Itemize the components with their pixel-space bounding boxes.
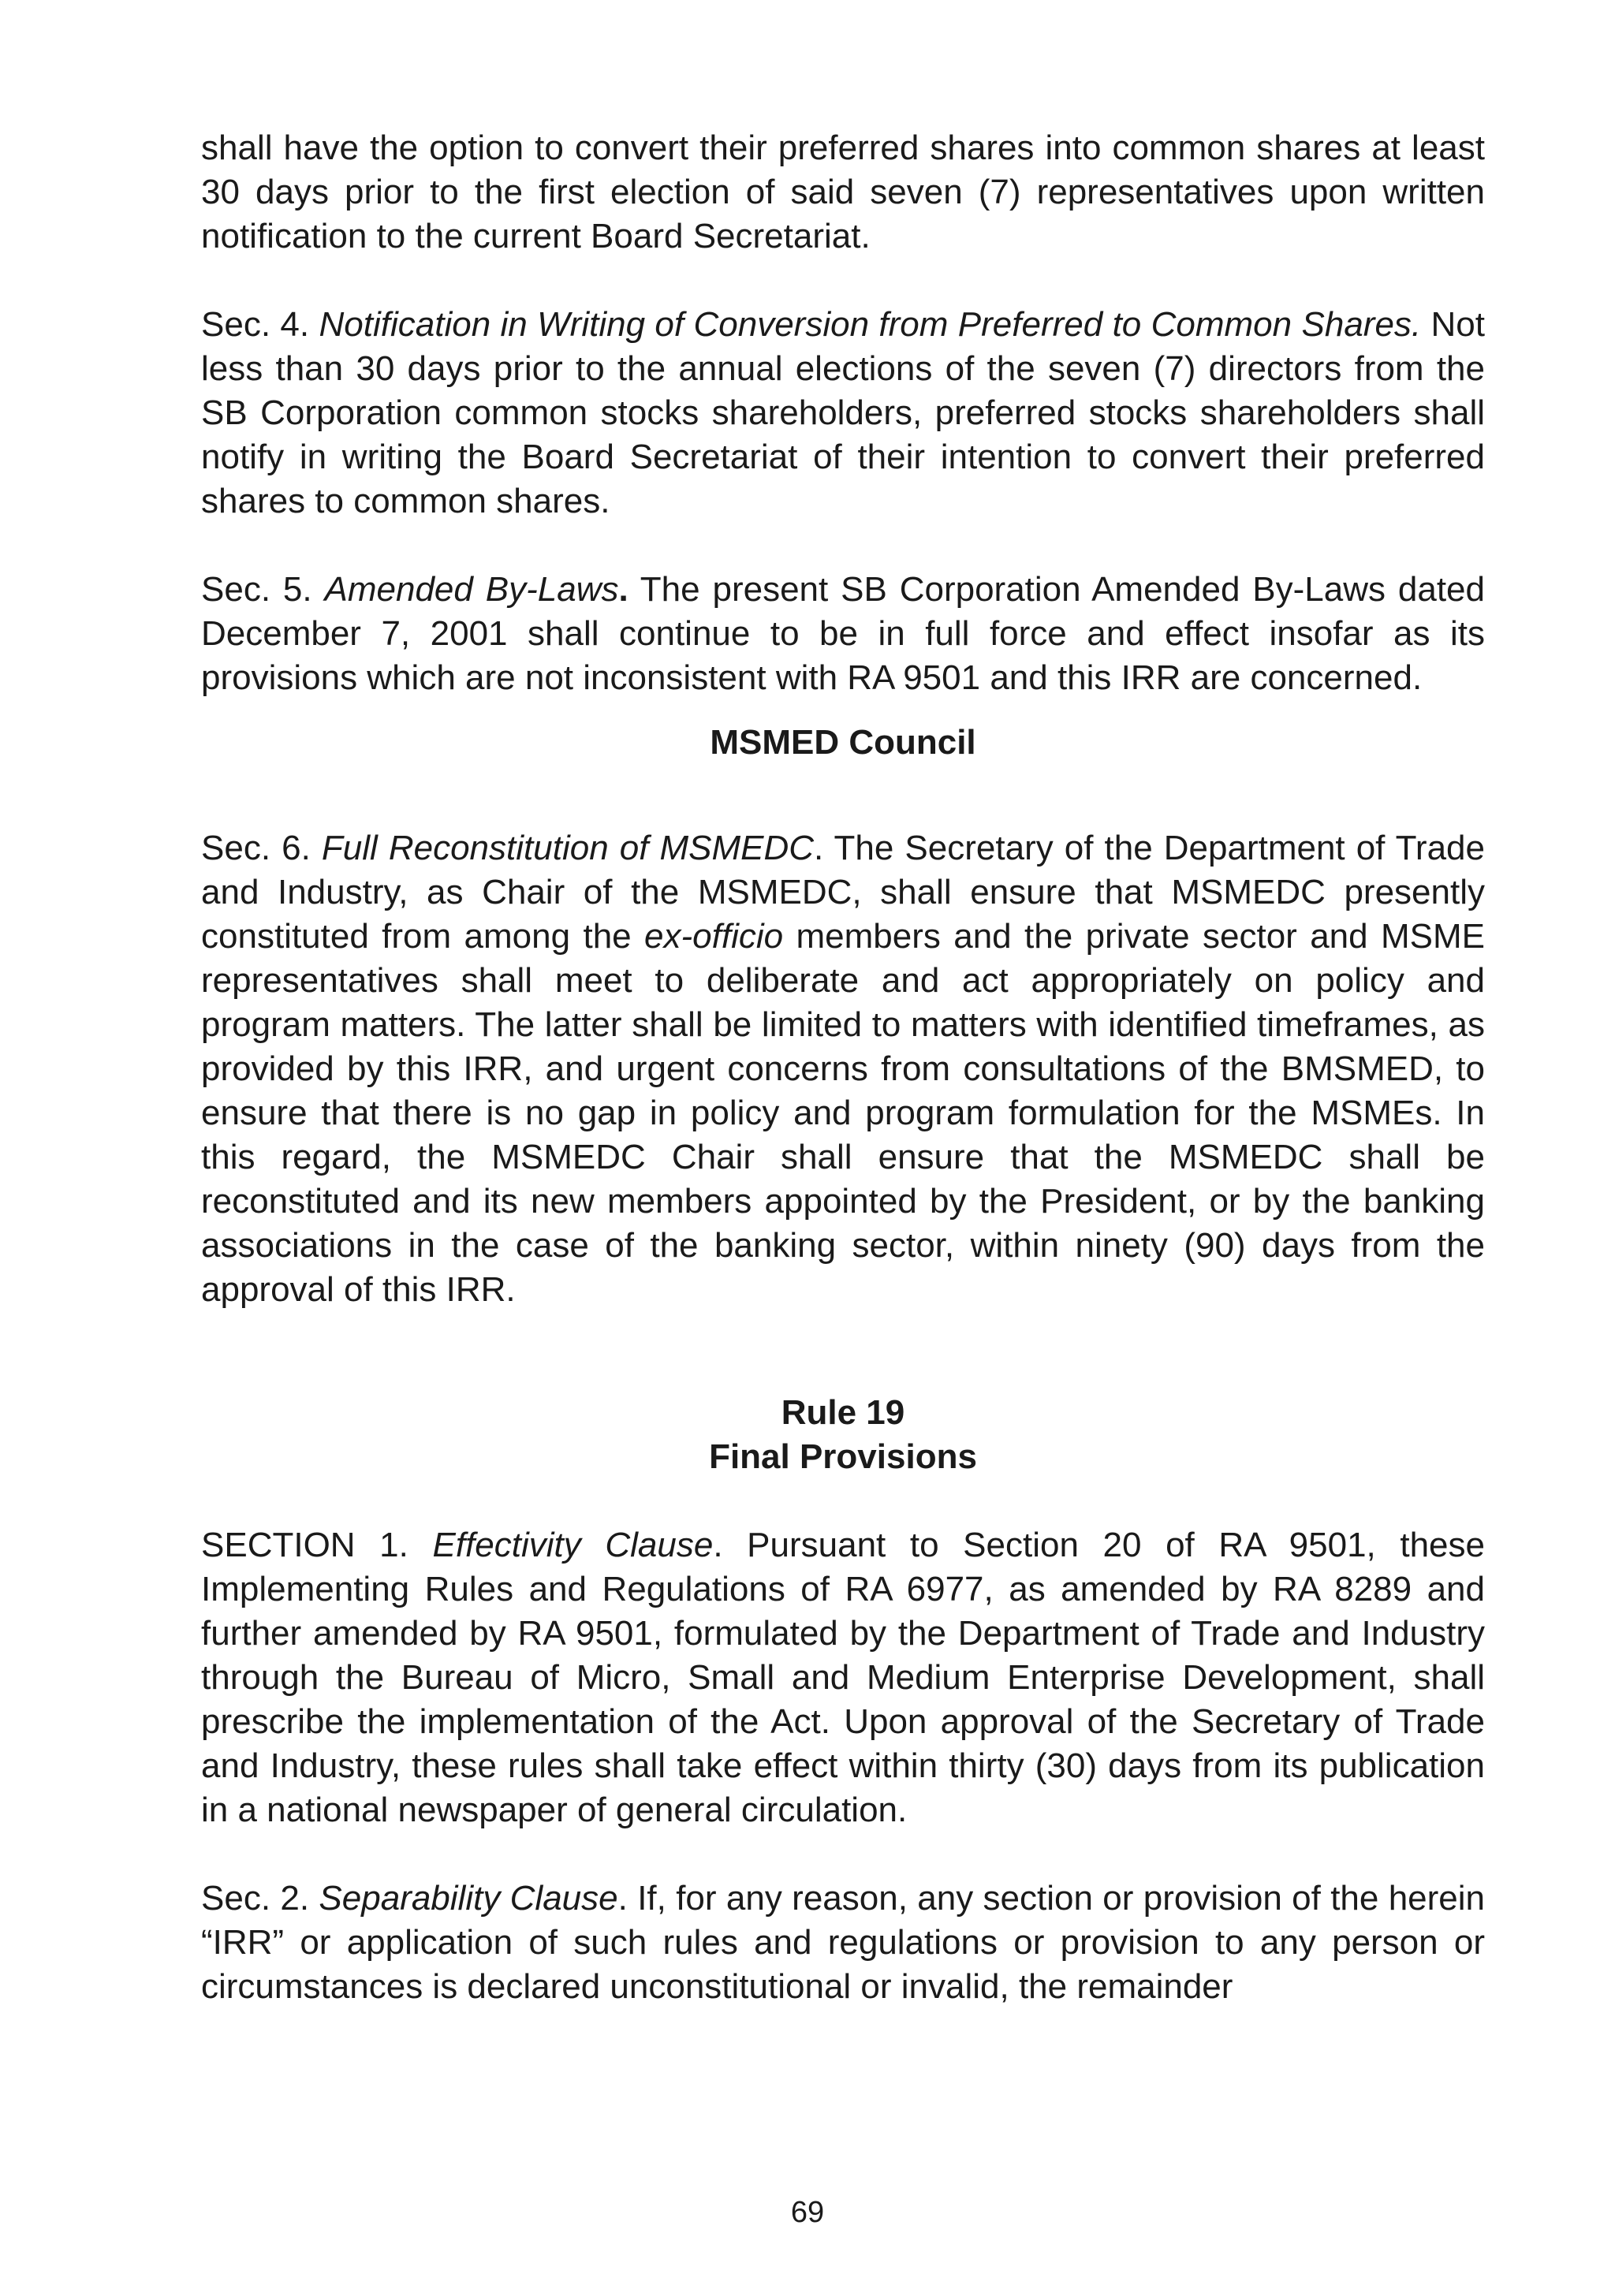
page-number: 69: [790, 2196, 825, 2229]
rule-title-heading: Final Provisions: [709, 1437, 977, 1476]
section-1-title-punct: .: [713, 1526, 723, 1564]
section-2-body: If, for any reason, any section or provision of the herein “IRR” or application of such rules and regulations or provision to any person or circumstances is declared unconstitutional or invalid, the remainder: [201, 1879, 1485, 2006]
section-5-title-punct: .: [618, 570, 628, 609]
document-page: [201, 126, 1485, 2009]
rule-number-heading: Rule 19: [781, 1393, 905, 1432]
section-5-paragraph: [201, 568, 1485, 700]
section-4-label: Sec. 4.: [201, 305, 310, 344]
section-4-body: Not less than 30 days prior to the annual elections of the seven (7) directors from the SB Corporation common stocks shareholders, preferred stocks shareholders shall notify in writing the Board Secretariat of their intention to convert their preferred shares to common shares.: [201, 305, 1485, 520]
section-6-italic-term: ex-officio: [644, 917, 784, 956]
section-2-title-punct: .: [617, 1879, 628, 1918]
section-1-body: Pursuant to Section 20 of RA 9501, these Implementing Rules and Regulations of RA 6977, as amended by RA 8289 and further amended by RA 9501, formulated by the Department of Trade and Industry through the Bureau of Micro, Small and Medium Enterprise Development, shall prescribe the implementation of the Act. Upon approval of the Secretary of Trade and Industry, these rules shall take effect within thirty (30) days from its publication in a national newspaper of general circulation.: [201, 1526, 1485, 1829]
intro-paragraph: shall have the option to convert their preferred shares into common shares at least 30 days prior to the first election of said seven (7) representatives upon written notification to the current Board Secretariat.: [201, 129, 1485, 255]
section-4-title: Notification in Writing of Conversion from Preferred to Common Shares.: [319, 305, 1422, 344]
section-2-title: Separability Clause: [319, 1879, 618, 1918]
section-5-title: Amended By-Laws: [324, 570, 619, 609]
section-6-title-punct: .: [814, 829, 824, 867]
section-1-paragraph: [201, 1523, 1485, 1832]
section-5-body: The present SB Corporation Amended By-Laws dated December 7, 2001 shall continue to be in full force and effect insofar as its provisions which are not inconsistent with RA 9501 and this IRR are concerned.: [201, 570, 1486, 697]
msmed-council-heading: MSMED Council: [710, 723, 976, 762]
section-6-label: Sec. 6.: [201, 829, 311, 867]
section-4-paragraph: [201, 303, 1485, 524]
section-1-title: Effectivity Clause: [432, 1526, 714, 1564]
section-6-body-a: The Secretary of the Department of Trade and Industry, as Chair of the MSMEDC, shall ensure that MSMEDC presently constituted from among the: [201, 829, 1485, 956]
section-2-paragraph: [201, 1877, 1485, 2009]
section-6-paragraph: [201, 826, 1485, 1312]
section-2-label: Sec. 2.: [201, 1879, 310, 1918]
section-5-label: Sec. 5.: [201, 570, 312, 609]
section-1-label: SECTION 1.: [201, 1526, 408, 1564]
section-6-body-b: members and the private sector and MSME representatives shall meet to deliberate and act appropriately on policy and program matters. The latter shall be limited to matters with identified timeframes, as provided by this IRR, and urgent concerns from consultations of the BMSMED, to ensure that there is no gap in policy and program formulation for the MSMEs. In this regard, the MSMEDC Chair shall ensure that the MSMEDC shall be reconstituted and its new members appointed by the President, or by the banking associations in the case of the banking sector, within ninety (90) days from the approval of this IRR.: [201, 917, 1486, 1309]
section-6-title: Full Reconstitution of MSMEDC: [321, 829, 815, 867]
